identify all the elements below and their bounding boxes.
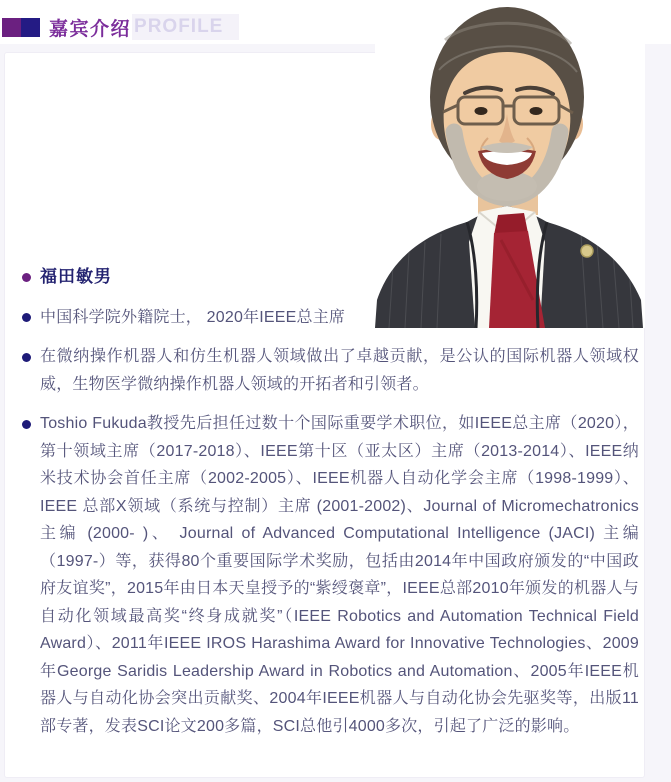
header-square-navy-icon bbox=[21, 18, 40, 37]
guest-titles: 中国科学院外籍院士， 2020年IEEE总主席 bbox=[19, 304, 639, 332]
section-title-watermark: PROFILE bbox=[132, 14, 239, 40]
section-header bbox=[2, 16, 239, 40]
lapel-pin bbox=[581, 245, 593, 257]
guest-biography: Toshio Fukuda教授先后担任过数十个国际重要学术职位，如IEEE总主席（2020），第十领域主席（2017-2018）、IEEE第十区（亚太区）主席（2013-2014）、IEEE纳米技术协会首任主席（2002-2005）、IEEE机器人自动化学会主席（1998-1999）、IEEE 总部X领域（系统与控制）主席 (2001-2002)、Journal of Micromechatronics 主编 (2000- )、 Journal of Advanced Computational Intelligence (JACI) 主编（1997-）等，获得80个重要国际学术奖励，包括由2014年中国政府颁发的“中国政府友谊奖”，2015年由日本天皇授予的“紫绶褒章”，IEEE总部2010年颁发的机器人与自动化领域最高奖“终身成就奖”（IEEE Robotics and Automation Technical Field Award）、2011年IEEE IROS Harashima Award for Innovative Technologies、2009年George Saridis Leadership Award in Robotics and Automation、2005年IEEE机器人与自动化协会突出贡献奖、2004年IEEE机器人与自动化协会先驱奖等，出版11部专著，发表SCI论文200多篇，SCI总他引4000多次，引起了广泛的影响。 bbox=[19, 410, 639, 740]
guest-name: 福田敏男 bbox=[19, 263, 639, 291]
profile-photo bbox=[375, 0, 645, 328]
section-title: 嘉宾介绍 bbox=[49, 18, 132, 40]
portrait-illustration bbox=[375, 0, 645, 328]
header-square-purple-icon bbox=[2, 18, 21, 37]
profile-bullet-list bbox=[19, 263, 639, 752]
guest-contributions: 在微纳操作机器人和仿生机器人领域做出了卓越贡献，是公认的国际机器人领域权威，生物医学微纳操作机器人领域的开拓者和引领者。 bbox=[19, 343, 639, 398]
